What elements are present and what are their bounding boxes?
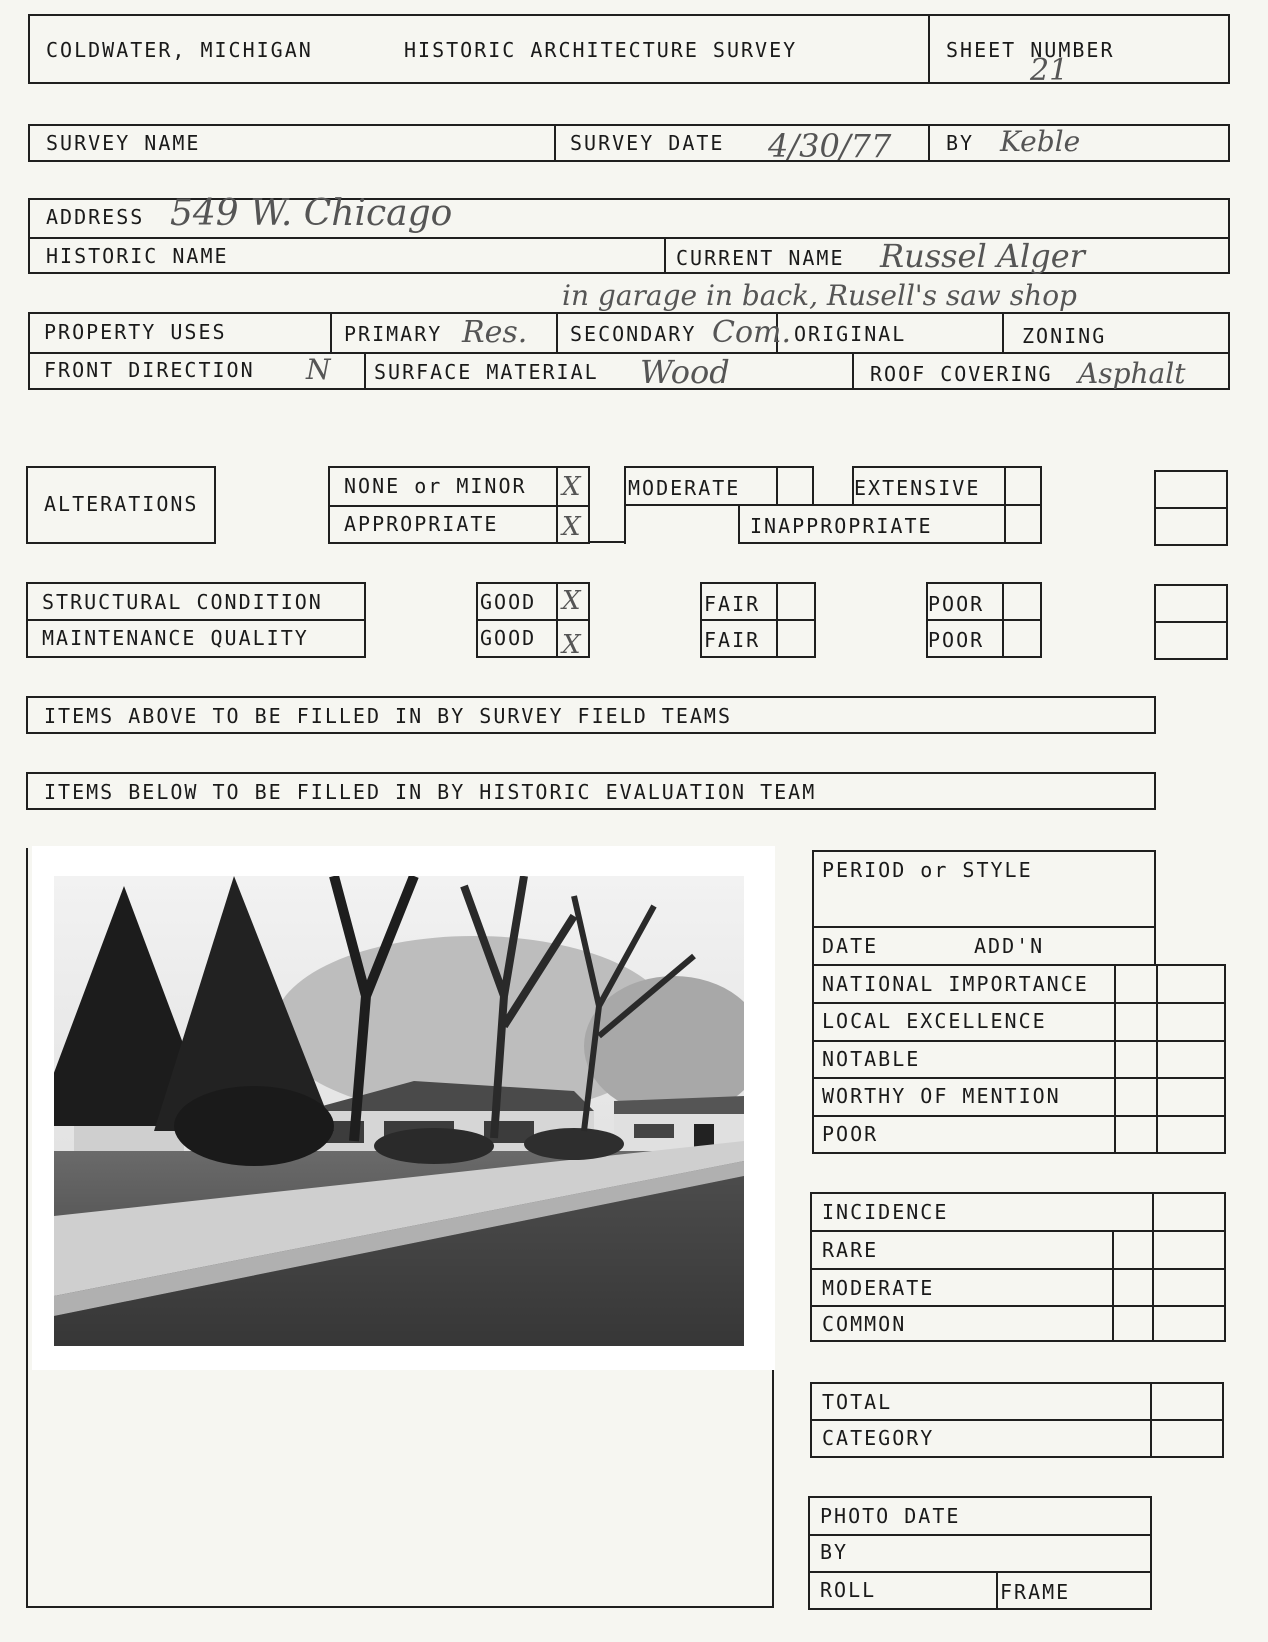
evaluation-team-note: ITEMS BELOW TO BE FILLED IN BY HISTORIC EVALUATION TEAM [44, 780, 817, 804]
primary-label: PRIMARY [344, 322, 443, 346]
survey-by-value: Keble [1000, 125, 1081, 158]
rating-notable: NOTABLE [822, 1047, 921, 1071]
house-photo-image [54, 876, 744, 1346]
address-value: 549 W. Chicago [170, 193, 453, 234]
category-label: CATEGORY [822, 1426, 935, 1450]
front-direction-label: FRONT DIRECTION [44, 358, 255, 382]
maintenance-good-label: GOOD [480, 626, 537, 650]
photo-by-label: BY [820, 1540, 849, 1564]
sheet-number-label: SHEET NUMBER [946, 38, 1115, 62]
appropriate-label: APPROPRIATE [344, 512, 499, 536]
appropriate-check: X [562, 512, 581, 542]
property-uses-label: PROPERTY USES [44, 320, 227, 344]
maintenance-fair-label: FAIR [704, 628, 761, 652]
extensive-label: EXTENSIVE [854, 476, 981, 500]
rating-national-importance: NATIONAL IMPORTANCE [822, 972, 1089, 996]
photo-date-label: PHOTO DATE [820, 1504, 961, 1528]
roof-covering-label: ROOF COVERING [870, 362, 1053, 386]
field-teams-note: ITEMS ABOVE TO BE FILLED IN BY SURVEY FIELD TEAMS [44, 704, 733, 728]
current-name-value: Russel Alger [880, 237, 1085, 275]
maintenance-quality-label: MAINTENANCE QUALITY [42, 626, 309, 650]
current-name-note: in garage in back, Rusell's saw shop [562, 279, 1077, 312]
moderate-label: MODERATE [628, 476, 741, 500]
inappropriate-label: INAPPROPRIATE [750, 514, 933, 538]
structural-good-check: X [562, 586, 581, 616]
incidence-common: COMMON [822, 1312, 907, 1336]
survey-date-label: SURVEY DATE [570, 131, 725, 155]
survey-title: HISTORIC ARCHITECTURE SURVEY [404, 38, 798, 62]
historic-name-label: HISTORIC NAME [46, 244, 229, 268]
structural-poor-label: POOR [928, 592, 985, 616]
rating-worthy-of-mention: WORTHY OF MENTION [822, 1084, 1061, 1108]
zoning-label: ZONING [1022, 324, 1107, 348]
secondary-label: SECONDARY [570, 322, 697, 346]
incidence-moderate: MODERATE [822, 1276, 935, 1300]
roll-label: ROLL [820, 1578, 877, 1602]
none-minor-label: NONE or MINOR [344, 474, 527, 498]
incidence-label: INCIDENCE [822, 1200, 949, 1224]
addn-label: ADD'N [974, 934, 1045, 958]
sheet-number-value: 21 [1030, 53, 1069, 88]
alterations-label: ALTERATIONS [44, 492, 199, 516]
surface-material-label: SURFACE MATERIAL [374, 360, 599, 384]
primary-value: Res. [462, 315, 528, 350]
secondary-value: Com. [712, 315, 791, 350]
incidence-rare: RARE [822, 1238, 879, 1262]
date-label: DATE [822, 934, 879, 958]
survey-date-value: 4/30/77 [768, 127, 892, 165]
maintenance-good-check: X [562, 630, 581, 660]
structural-condition-label: STRUCTURAL CONDITION [42, 590, 323, 614]
original-label: ORIGINAL [794, 322, 907, 346]
rating-poor: POOR [822, 1122, 879, 1146]
rating-local-excellence: LOCAL EXCELLENCE [822, 1009, 1047, 1033]
period-style-label: PERIOD or STYLE [822, 858, 1033, 882]
surface-material-value: Wood [640, 353, 730, 391]
frame-label: FRAME [1000, 1580, 1071, 1604]
total-label: TOTAL [822, 1390, 893, 1414]
property-photo [32, 846, 775, 1370]
survey-by-label: BY [946, 131, 975, 155]
roof-covering-value: Asphalt [1078, 357, 1186, 390]
current-name-label: CURRENT NAME [676, 246, 845, 270]
survey-name-label: SURVEY NAME [46, 131, 201, 155]
maintenance-poor-label: POOR [928, 628, 985, 652]
address-label: ADDRESS [46, 205, 145, 229]
structural-good-label: GOOD [480, 590, 537, 614]
city-label: COLDWATER, MICHIGAN [46, 38, 313, 62]
front-direction-value: N [306, 353, 331, 386]
none-minor-check: X [562, 472, 581, 502]
structural-fair-label: FAIR [704, 592, 761, 616]
